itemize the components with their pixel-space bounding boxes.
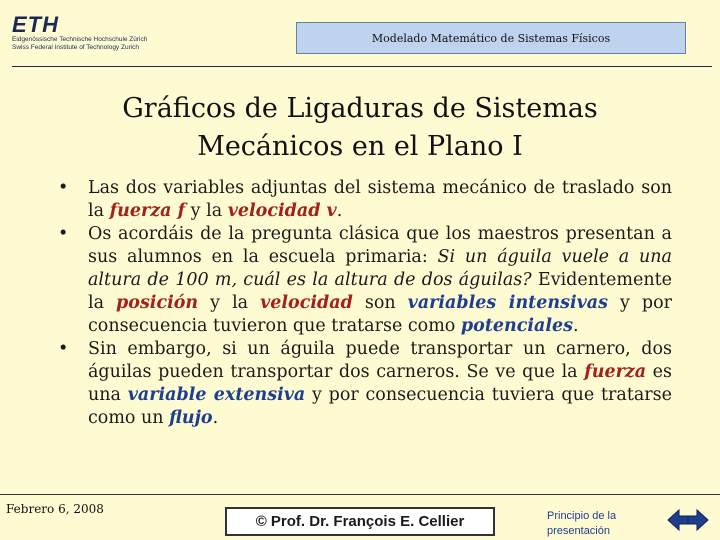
- text: Os acordáis de la pregunta clásica que los maestros presentan a sus alumnos en la escuela primaria:: [88, 224, 672, 267]
- term-flujo: flujo: [169, 408, 213, 428]
- term-potenciales: potenciales: [460, 316, 574, 336]
- slide-title-line-2: Mecánicos en el Plano I: [197, 131, 523, 162]
- eth-logo-mark: ETH: [12, 12, 59, 37]
- author-credit-box: [225, 507, 495, 536]
- course-title-box: [296, 22, 686, 54]
- slide-title-line-1: Gráficos de Ligaduras de Sistemas: [122, 93, 598, 124]
- header-divider: [12, 66, 712, 67]
- text: y por consecuencia tuviera que tratarse como un: [88, 385, 672, 428]
- author-credit: © Prof. Dr. François E. Cellier: [255, 513, 465, 530]
- question-text: Si un águila vuele a una altura de 100 m, cuál es la altura de dos águilas?: [88, 247, 672, 290]
- text: y por consecuencia tuvieron que tratarse como: [88, 293, 672, 336]
- text: Evidentemente la: [88, 270, 673, 313]
- bullet-marker: •: [58, 178, 69, 198]
- term-variable-extensiva: variable extensiva: [127, 385, 306, 405]
- slide-date: Febrero 6, 2008: [6, 502, 104, 516]
- text: y la: [185, 201, 228, 221]
- term-fuerza-f: fuerza f: [109, 201, 186, 221]
- double-arrow-icon[interactable]: [666, 506, 710, 534]
- bullet-item-1: [58, 177, 672, 223]
- text: Las dos variables adjuntas del sistema mecánico de traslado son la: [88, 178, 672, 221]
- term-fuerza: fuerza: [584, 362, 647, 382]
- eth-logo-line-1: Eidgenössische Technische Hochschule Zürich: [12, 36, 148, 43]
- term-velocidad: velocidad: [260, 293, 353, 313]
- bullet-marker: •: [58, 224, 69, 244]
- course-title: Modelado Matemático de Sistemas Físicos: [371, 31, 611, 45]
- term-posicion: posición: [116, 293, 199, 313]
- slide-title: [40, 90, 680, 166]
- text: .: [336, 201, 343, 221]
- text: Sin embargo, si un águila puede transportar un carnero, dos águilas pueden transportar dos carneros. Se ve que la: [88, 339, 672, 382]
- term-velocidad-v: velocidad v: [227, 201, 337, 221]
- eth-logo: [12, 14, 202, 52]
- text: .: [573, 316, 579, 336]
- bullet-item-3: [58, 338, 672, 430]
- eth-logo-line-2: Swiss Federal Institute of Technology Zurich: [12, 44, 140, 51]
- text: .: [212, 408, 219, 428]
- term-variables-intensivas: variables intensivas: [407, 293, 608, 313]
- bullet-list: [58, 177, 672, 430]
- bullet-marker: •: [58, 339, 69, 359]
- text: es una: [88, 362, 672, 405]
- footer-divider: [0, 494, 720, 495]
- bullet-item-2: [58, 223, 672, 338]
- text: y la: [198, 293, 261, 313]
- text: son: [352, 293, 408, 313]
- start-of-presentation-link[interactable]: Principio de la presentación: [547, 510, 617, 537]
